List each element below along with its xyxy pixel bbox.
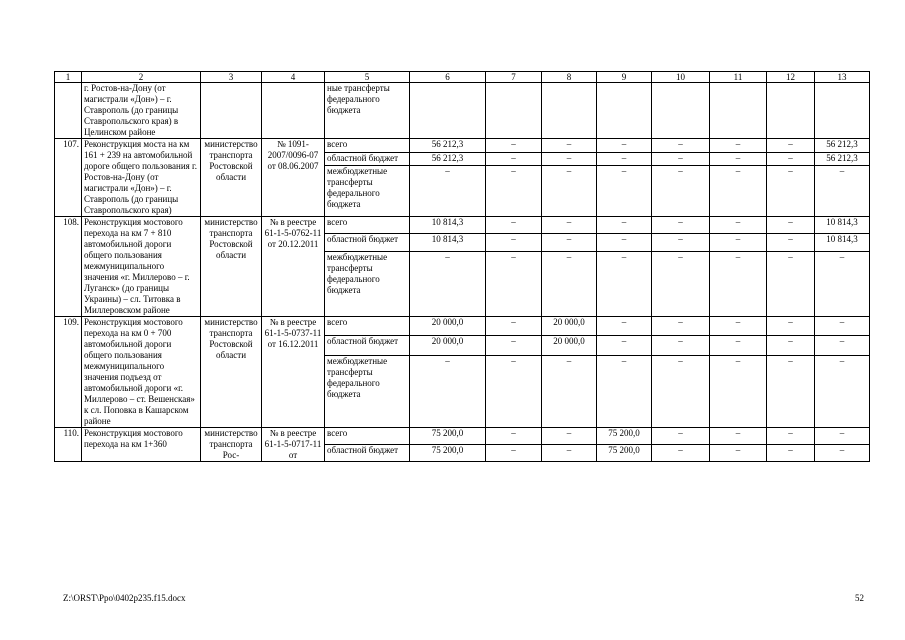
- ministry: министерство транспорта Рос-: [201, 428, 262, 462]
- ministry: министерство транспорта Ростовской области: [201, 139, 262, 217]
- amount-cell: –: [652, 355, 710, 427]
- column-number: 2: [82, 72, 201, 83]
- project-description: Реконструкция мостового перехода на км 0 + 700 автомобильной дороги общего пользования межмуниципального значения подъезд от автомобильной дороги «г. Миллерово – ст. Вешенская» к сл. Поповка в Кашарском районе: [82, 317, 201, 428]
- cell-empty: [767, 83, 815, 139]
- amount-cell: 75 200,0: [597, 428, 652, 445]
- column-number: 5: [325, 72, 410, 83]
- cell-empty: [262, 83, 325, 139]
- funding-source: всего: [325, 139, 410, 153]
- funding-source: областной бюджет: [325, 336, 410, 355]
- document-ref: № в реестре 61-1-5-0717-11 от: [262, 428, 325, 462]
- amount-cell: –: [767, 336, 815, 355]
- funding-source: межбюджетные трансферты федерального бюджета: [325, 166, 410, 217]
- cell-empty: [201, 83, 262, 139]
- funding-source: областной бюджет: [325, 445, 410, 462]
- page-number: 52: [855, 593, 864, 603]
- amount-cell: –: [767, 445, 815, 462]
- amount-cell: –: [652, 234, 710, 251]
- funding-source: областной бюджет: [325, 152, 410, 166]
- amount-cell: –: [486, 217, 542, 234]
- amount-cell: –: [486, 445, 542, 462]
- budget-table: [54, 71, 870, 462]
- amount-cell: –: [652, 317, 710, 336]
- amount-cell: –: [652, 139, 710, 153]
- amount-cell: –: [815, 251, 870, 316]
- header-row: [55, 72, 870, 83]
- column-number: 8: [542, 72, 597, 83]
- column-number: 1: [55, 72, 82, 83]
- amount-cell: –: [710, 355, 767, 427]
- amount-cell: –: [542, 217, 597, 234]
- amount-cell: –: [767, 166, 815, 217]
- column-number: 11: [710, 72, 767, 83]
- amount-cell: –: [815, 317, 870, 336]
- amount-cell: –: [815, 336, 870, 355]
- funding-source: всего: [325, 428, 410, 445]
- amount-cell: –: [710, 251, 767, 316]
- funding-source: межбюджетные трансферты федерального бюджета: [325, 355, 410, 427]
- amount-cell: –: [597, 336, 652, 355]
- amount-cell: –: [767, 251, 815, 316]
- column-number: 6: [410, 72, 486, 83]
- amount-cell: 75 200,0: [410, 428, 486, 445]
- funding-source: областной бюджет: [325, 234, 410, 251]
- amount-cell: –: [767, 317, 815, 336]
- amount-cell: –: [410, 251, 486, 316]
- amount-cell: –: [652, 166, 710, 217]
- amount-cell: –: [710, 234, 767, 251]
- amount-cell: 75 200,0: [597, 445, 652, 462]
- column-number: 7: [486, 72, 542, 83]
- funding-source: межбюджетные трансферты федерального бюджета: [325, 251, 410, 316]
- amount-cell: –: [815, 445, 870, 462]
- cell-empty: [815, 83, 870, 139]
- cell-empty: [410, 83, 486, 139]
- amount-cell: –: [597, 166, 652, 217]
- amount-cell: –: [710, 445, 767, 462]
- amount-cell: –: [767, 152, 815, 166]
- project-description: Реконструкция мостового перехода на км 1+360: [82, 428, 201, 462]
- amount-cell: –: [486, 355, 542, 427]
- document-ref: № в реестре 61-1-5-0762-11 от 20.12.2011: [262, 217, 325, 317]
- amount-cell: –: [542, 234, 597, 251]
- amount-cell: –: [486, 428, 542, 445]
- row-number: 109.: [55, 317, 82, 428]
- amount-cell: –: [597, 217, 652, 234]
- funding-source: всего: [325, 217, 410, 234]
- amount-cell: –: [486, 139, 542, 153]
- amount-cell: –: [486, 317, 542, 336]
- ministry: министерство транспорта Ростовской области: [201, 217, 262, 317]
- amount-cell: –: [486, 234, 542, 251]
- amount-cell: 10 814,3: [410, 234, 486, 251]
- amount-cell: –: [597, 234, 652, 251]
- project-description: Реконструкция моста на км 161 + 239 на автомобильной дороге общего пользования г. Ростов-на-Дону (от магистрали «Дон») – г. Ставрополь (до границы Ставропольского края): [82, 139, 201, 217]
- amount-cell: –: [486, 251, 542, 316]
- project-description: Реконструкция мостового перехода на км 7 + 810 автомобильной дороги общего пользования межмуниципального значения «г. Миллерово – г. Луганск» (до границы Украины) – сл. Титовка в Миллеровском районе: [82, 217, 201, 317]
- document-ref: № 1091-2007/0096-07 от 08.06.2007: [262, 139, 325, 217]
- file-path: Z:\ORST\Ppo\0402p235.f15.docx: [63, 593, 186, 603]
- table-row: [55, 317, 870, 336]
- amount-cell: 56 212,3: [410, 139, 486, 153]
- amount-cell: –: [652, 428, 710, 445]
- amount-cell: –: [652, 445, 710, 462]
- amount-cell: –: [652, 152, 710, 166]
- column-number: 9: [597, 72, 652, 83]
- amount-cell: –: [542, 251, 597, 316]
- amount-cell: –: [652, 251, 710, 316]
- amount-cell: 56 212,3: [815, 139, 870, 153]
- amount-cell: –: [815, 166, 870, 217]
- amount-cell: 20 000,0: [410, 317, 486, 336]
- funding-source: ные трансферты федерального бюджета: [325, 83, 410, 139]
- amount-cell: –: [542, 445, 597, 462]
- amount-cell: –: [710, 428, 767, 445]
- amount-cell: –: [486, 152, 542, 166]
- document-ref: № в реестре 61-1-5-0737-11 от 16.12.2011: [262, 317, 325, 428]
- amount-cell: 75 200,0: [410, 445, 486, 462]
- amount-cell: –: [710, 317, 767, 336]
- amount-cell: –: [486, 336, 542, 355]
- amount-cell: –: [597, 152, 652, 166]
- table-row: [55, 217, 870, 234]
- table-row: [55, 83, 870, 139]
- amount-cell: –: [597, 139, 652, 153]
- cell-empty: [542, 83, 597, 139]
- amount-cell: –: [597, 355, 652, 427]
- amount-cell: –: [710, 139, 767, 153]
- amount-cell: –: [597, 251, 652, 316]
- cell-empty: [652, 83, 710, 139]
- row-number: 107.: [55, 139, 82, 217]
- column-number: 4: [262, 72, 325, 83]
- amount-cell: –: [710, 217, 767, 234]
- amount-cell: –: [542, 355, 597, 427]
- amount-cell: –: [542, 166, 597, 217]
- amount-cell: –: [410, 355, 486, 427]
- cell-empty: [486, 83, 542, 139]
- column-number: 13: [815, 72, 870, 83]
- amount-cell: –: [410, 166, 486, 217]
- amount-cell: –: [710, 166, 767, 217]
- column-number: 3: [201, 72, 262, 83]
- amount-cell: –: [767, 234, 815, 251]
- column-number: 12: [767, 72, 815, 83]
- amount-cell: 20 000,0: [542, 317, 597, 336]
- amount-cell: –: [542, 428, 597, 445]
- amount-cell: –: [486, 166, 542, 217]
- amount-cell: –: [767, 355, 815, 427]
- amount-cell: –: [767, 217, 815, 234]
- table-row: [55, 428, 870, 445]
- amount-cell: 20 000,0: [410, 336, 486, 355]
- amount-cell: –: [815, 355, 870, 427]
- amount-cell: –: [710, 336, 767, 355]
- cell-empty: [597, 83, 652, 139]
- ministry: министерство транспорта Ростовской области: [201, 317, 262, 428]
- amount-cell: –: [652, 336, 710, 355]
- amount-cell: 10 814,3: [815, 234, 870, 251]
- amount-cell: 20 000,0: [542, 336, 597, 355]
- amount-cell: 56 212,3: [815, 152, 870, 166]
- table-row: [55, 139, 870, 153]
- amount-cell: –: [542, 152, 597, 166]
- amount-cell: 10 814,3: [410, 217, 486, 234]
- amount-cell: –: [652, 217, 710, 234]
- cell-empty: [710, 83, 767, 139]
- amount-cell: 56 212,3: [410, 152, 486, 166]
- cell-empty: [55, 83, 82, 139]
- amount-cell: –: [597, 317, 652, 336]
- amount-cell: –: [710, 152, 767, 166]
- amount-cell: –: [767, 428, 815, 445]
- row-number: 108.: [55, 217, 82, 317]
- amount-cell: –: [767, 139, 815, 153]
- amount-cell: 10 814,3: [815, 217, 870, 234]
- funding-source: всего: [325, 317, 410, 336]
- project-description: г. Ростов-на-Дону (от магистрали «Дон») – г. Ставрополь (до границы Ставропольского края) в Целинском районе: [82, 83, 201, 139]
- amount-cell: –: [815, 428, 870, 445]
- amount-cell: –: [542, 139, 597, 153]
- row-number: 110.: [55, 428, 82, 462]
- column-number: 10: [652, 72, 710, 83]
